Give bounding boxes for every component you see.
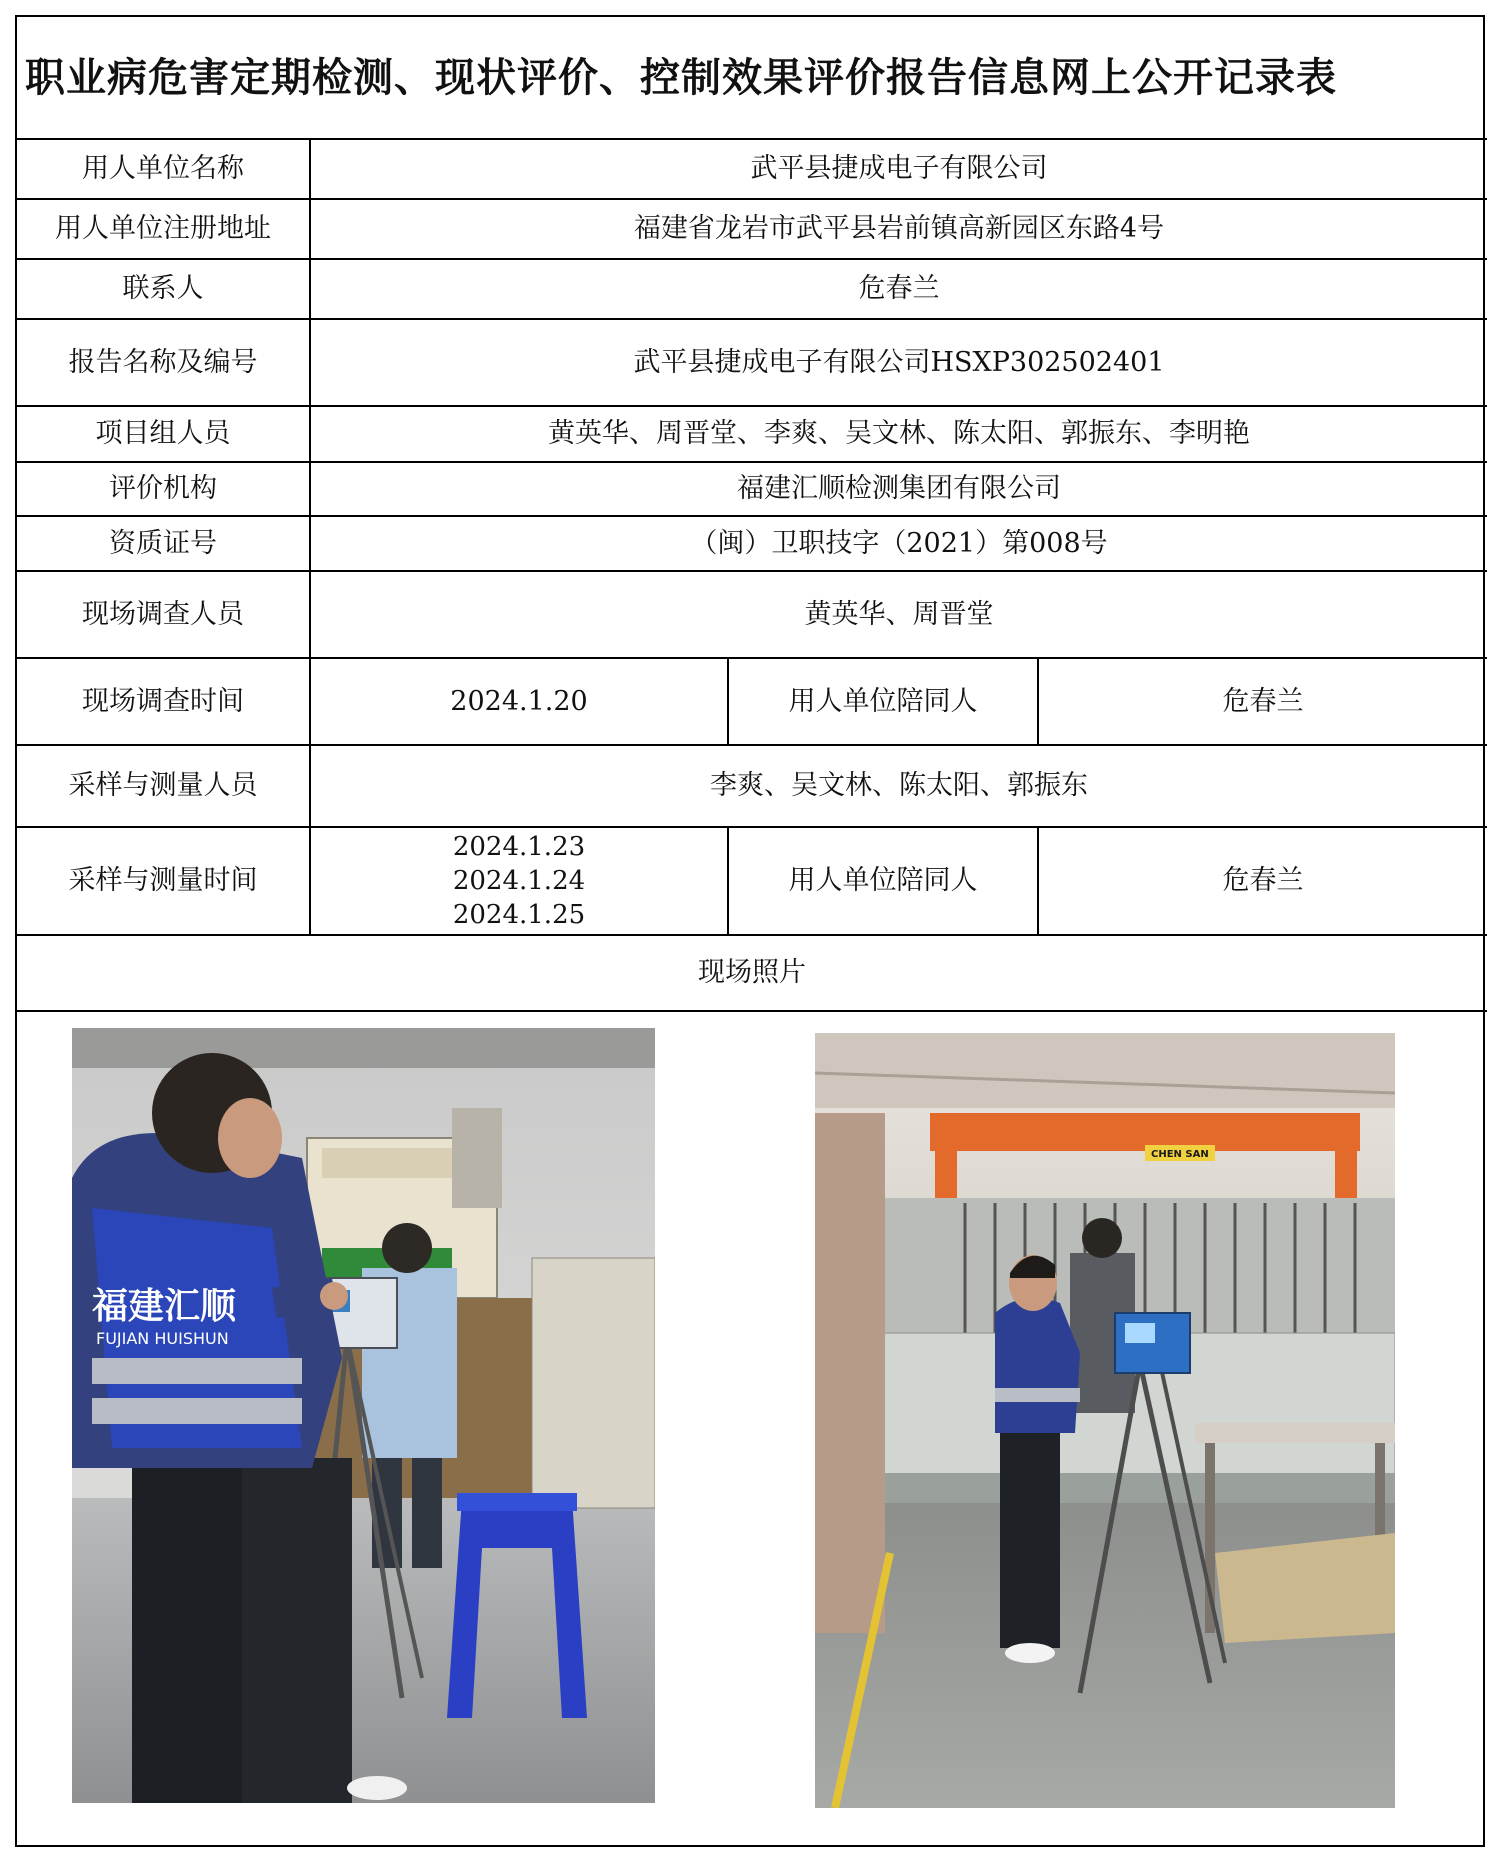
row-certificate bbox=[17, 516, 1487, 571]
certificate-value: （闽）卫职技字（2021）第008号 bbox=[310, 516, 1487, 571]
row-contact bbox=[17, 259, 1487, 319]
site-photo-2 bbox=[815, 1033, 1395, 1808]
team-value: 黄英华、周晋堂、李爽、吴文林、陈太阳、郭振东、李明艳 bbox=[310, 406, 1487, 462]
team-label: 项目组人员 bbox=[17, 406, 310, 462]
certificate-label: 资质证号 bbox=[17, 516, 310, 571]
site-photo-2-image bbox=[815, 1033, 1395, 1808]
sampling-date: 2024.1.24 bbox=[452, 866, 586, 896]
sampling-date: 2024.1.23 bbox=[452, 832, 586, 862]
sampling-staff-label: 采样与测量人员 bbox=[17, 745, 310, 827]
sampling-dates bbox=[310, 827, 728, 935]
gantry-sign-text: CHEN SAN bbox=[1151, 1149, 1209, 1160]
sampling-escort-label: 用人单位陪同人 bbox=[728, 827, 1038, 935]
row-employer-name bbox=[17, 139, 1487, 199]
sampling-escort-value: 危春兰 bbox=[1038, 827, 1487, 935]
agency-value: 福建汇顺检测集团有限公司 bbox=[310, 462, 1487, 516]
contact-label: 联系人 bbox=[17, 259, 310, 319]
record-table bbox=[17, 17, 1487, 1856]
photos-label: 现场照片 bbox=[17, 935, 1487, 1011]
page-title: 职业病危害定期检测、现状评价、控制效果评价报告信息网上公开记录表 bbox=[17, 17, 1487, 139]
report-value: 武平县捷成电子有限公司HSXP302502401 bbox=[310, 319, 1487, 406]
row-photos-header bbox=[17, 935, 1487, 1011]
employer-name-value: 武平县捷成电子有限公司 bbox=[310, 139, 1487, 199]
record-form bbox=[15, 15, 1485, 1847]
vest-logo-text: 福建汇顺 bbox=[92, 1286, 237, 1327]
sampling-staff-value: 李爽、吴文林、陈太阳、郭振东 bbox=[310, 745, 1487, 827]
photos-cell bbox=[17, 1011, 1487, 1856]
survey-staff-label: 现场调查人员 bbox=[17, 571, 310, 658]
employer-address-value: 福建省龙岩市武平县岩前镇高新园区东路4号 bbox=[310, 199, 1487, 259]
agency-label: 评价机构 bbox=[17, 462, 310, 516]
survey-escort-value: 危春兰 bbox=[1038, 658, 1487, 745]
title-row bbox=[17, 17, 1487, 139]
sampling-date: 2024.1.25 bbox=[452, 900, 586, 930]
survey-staff-value: 黄英华、周晋堂 bbox=[310, 571, 1487, 658]
row-photos bbox=[17, 1011, 1487, 1856]
employer-name-label: 用人单位名称 bbox=[17, 139, 310, 199]
site-photo-1-image bbox=[72, 1028, 655, 1803]
row-sampling-time bbox=[17, 827, 1487, 935]
employer-address-label: 用人单位注册地址 bbox=[17, 199, 310, 259]
survey-time-label: 现场调查时间 bbox=[17, 658, 310, 745]
row-sampling-staff bbox=[17, 745, 1487, 827]
site-photo-1 bbox=[72, 1028, 655, 1803]
row-team bbox=[17, 406, 1487, 462]
row-survey-time bbox=[17, 658, 1487, 745]
vest-logo-text-en: FUJIAN HUISHUN bbox=[96, 1329, 229, 1348]
row-agency bbox=[17, 462, 1487, 516]
survey-escort-label: 用人单位陪同人 bbox=[728, 658, 1038, 745]
survey-time-value: 2024.1.20 bbox=[310, 658, 728, 745]
row-survey-staff bbox=[17, 571, 1487, 658]
row-report bbox=[17, 319, 1487, 406]
report-label: 报告名称及编号 bbox=[17, 319, 310, 406]
contact-value: 危春兰 bbox=[310, 259, 1487, 319]
sampling-time-label: 采样与测量时间 bbox=[17, 827, 310, 935]
row-employer-address bbox=[17, 199, 1487, 259]
